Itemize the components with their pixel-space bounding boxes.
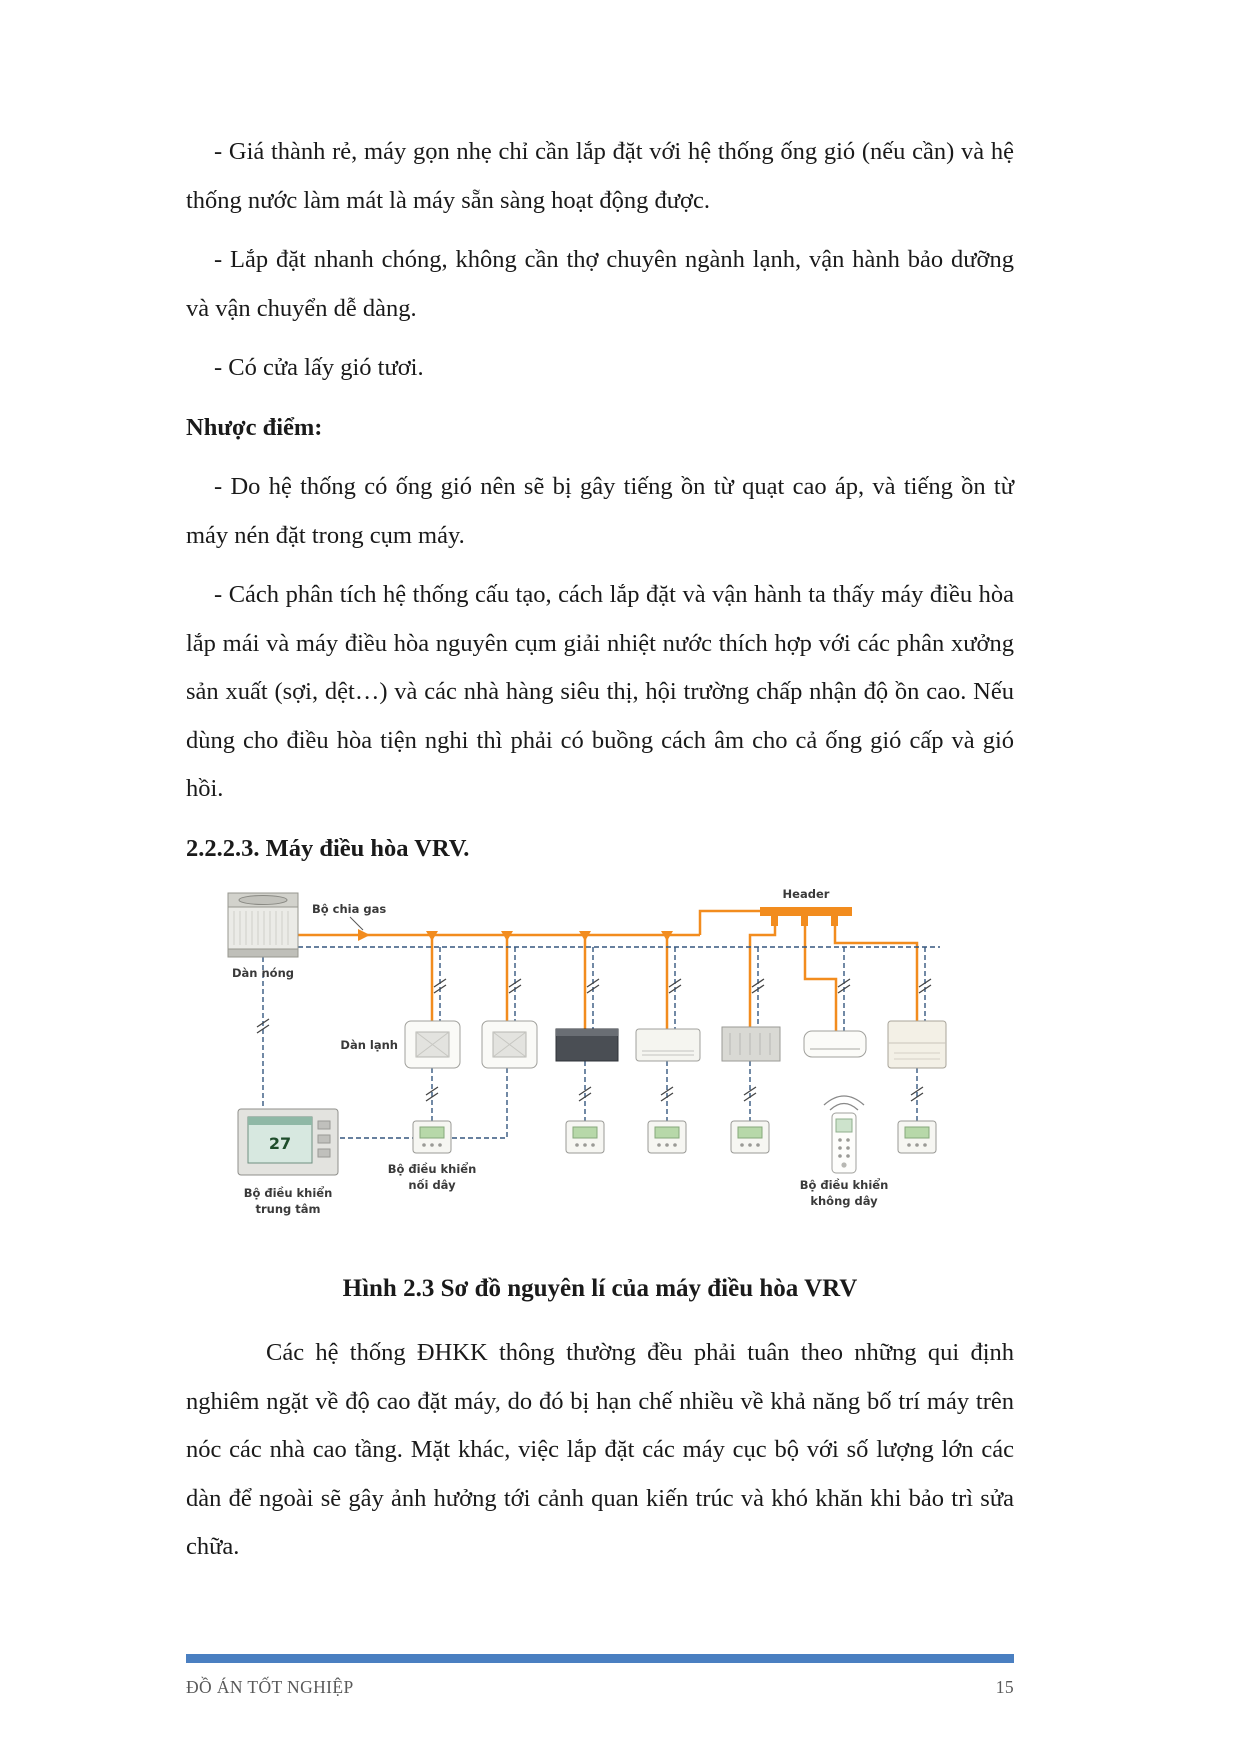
refrigerant-piping — [298, 911, 917, 1031]
central-controller-display: 27 — [268, 1134, 292, 1153]
wired-controller — [566, 1121, 604, 1153]
disadvantages-heading: Nhược điểm: — [186, 413, 323, 441]
label-wired-controller-line1: Bộ điều khiển — [387, 1162, 477, 1176]
label-wireless-controller-line2: không dây — [810, 1194, 878, 1208]
wired-controller — [648, 1121, 686, 1153]
label-dan-nong: Dàn nóng — [231, 966, 295, 980]
label-central-controller-line1: Bộ điều khiển — [243, 1186, 333, 1200]
paragraph-disadvantage-2: - Cách phân tích hệ thống cấu tạo, cách lắp đặt và vận hành ta thấy máy điều hòa lắp mái và máy điều hòa nguyên cụm giải nhiệt nước thích hợp với các phân xưởng sản xuất (sợi, dệt…) và các nhà hàng siêu thị, hội trường chấp nhận độ ồn cao. Nếu dùng cho điều hòa tiện nghi thì phải có buồng cách âm cho cả ống gió cấp và gió hồi. — [186, 581, 1014, 802]
indoor-unit-duct — [722, 1027, 780, 1061]
footer-title: ĐỒ ÁN TỐT NGHIỆP — [186, 1677, 354, 1697]
footer-rule — [186, 1654, 1014, 1663]
wired-controller — [731, 1121, 769, 1153]
indoor-unit-cassette-1 — [405, 1021, 460, 1068]
paragraph-dhkk: Các hệ thống ĐHKK thông thường đều phải tuân theo những qui định nghiêm ngặt về độ cao đặt máy, do đó bị hạn chế nhiều về khả năng bố trí máy trên nóc các nhà cao tầng. Mặt khác, việc lắp đặt các máy cục bộ với số lượng lớn các dàn để ngoài sẽ gây ảnh hưởng tới cảnh quan kiến trúc và khó khăn khi bảo trì sửa chữa. — [186, 1339, 1014, 1560]
label-wired-controller-line2: nối dây — [408, 1178, 456, 1192]
paragraph-advantage-3: - Có cửa lấy gió tươi. — [214, 354, 424, 381]
paragraph-advantage-2: - Lắp đặt nhanh chóng, không cần thợ chuyên ngành lạnh, vận hành bảo dưỡng và vận chuyển dễ dàng. — [186, 246, 1014, 322]
wired-controllers — [413, 1121, 936, 1153]
indoor-unit-wall-mounted — [804, 1031, 866, 1057]
outdoor-unit — [228, 893, 298, 957]
wired-controller — [413, 1121, 451, 1153]
footer-page-number: 15 — [995, 1677, 1014, 1697]
label-wireless-controller-line1: Bộ điều khiển — [799, 1178, 889, 1192]
central-controller — [238, 1109, 338, 1175]
wireless-remote — [824, 1096, 864, 1173]
section-heading-vrv: 2.2.2.3. Máy điều hòa VRV. — [186, 834, 470, 862]
label-dan-lanh: Dàn lạnh — [340, 1038, 398, 1052]
header-manifold — [760, 907, 852, 926]
indoor-unit-console — [888, 1021, 946, 1068]
label-central-controller-line2: trung tâm — [255, 1202, 321, 1216]
indoor-unit-concealed-duct — [556, 1029, 618, 1061]
indoor-unit-cassette-2 — [482, 1021, 537, 1068]
vrv-diagram-figure — [186, 883, 1014, 1245]
paragraph-disadvantage-1: - Do hệ thống có ống gió nên sẽ bị gây tiếng ồn từ quạt cao áp, và tiếng ồn từ máy nén đặt trong cụm máy. — [186, 473, 1014, 549]
label-header: Header — [782, 887, 830, 901]
wired-controller — [898, 1121, 936, 1153]
page-footer — [186, 1654, 1014, 1698]
bo-chia-gas-pointer — [350, 917, 363, 930]
paragraph-advantage-1: - Giá thành rẻ, máy gọn nhẹ chỉ cần lắp đặt với hệ thống ống gió (nếu cần) và hệ thống nước làm mát là máy sẵn sàng hoạt động được. — [186, 138, 1014, 214]
vrv-schematic — [200, 883, 1000, 1245]
indoor-unit-ceiling-suspended — [636, 1029, 700, 1061]
label-bo-chia-gas: Bộ chia gas — [312, 902, 387, 916]
figure-caption: Hình 2.3 Sơ đồ nguyên lí của máy điều hòa VRV — [342, 1275, 858, 1302]
